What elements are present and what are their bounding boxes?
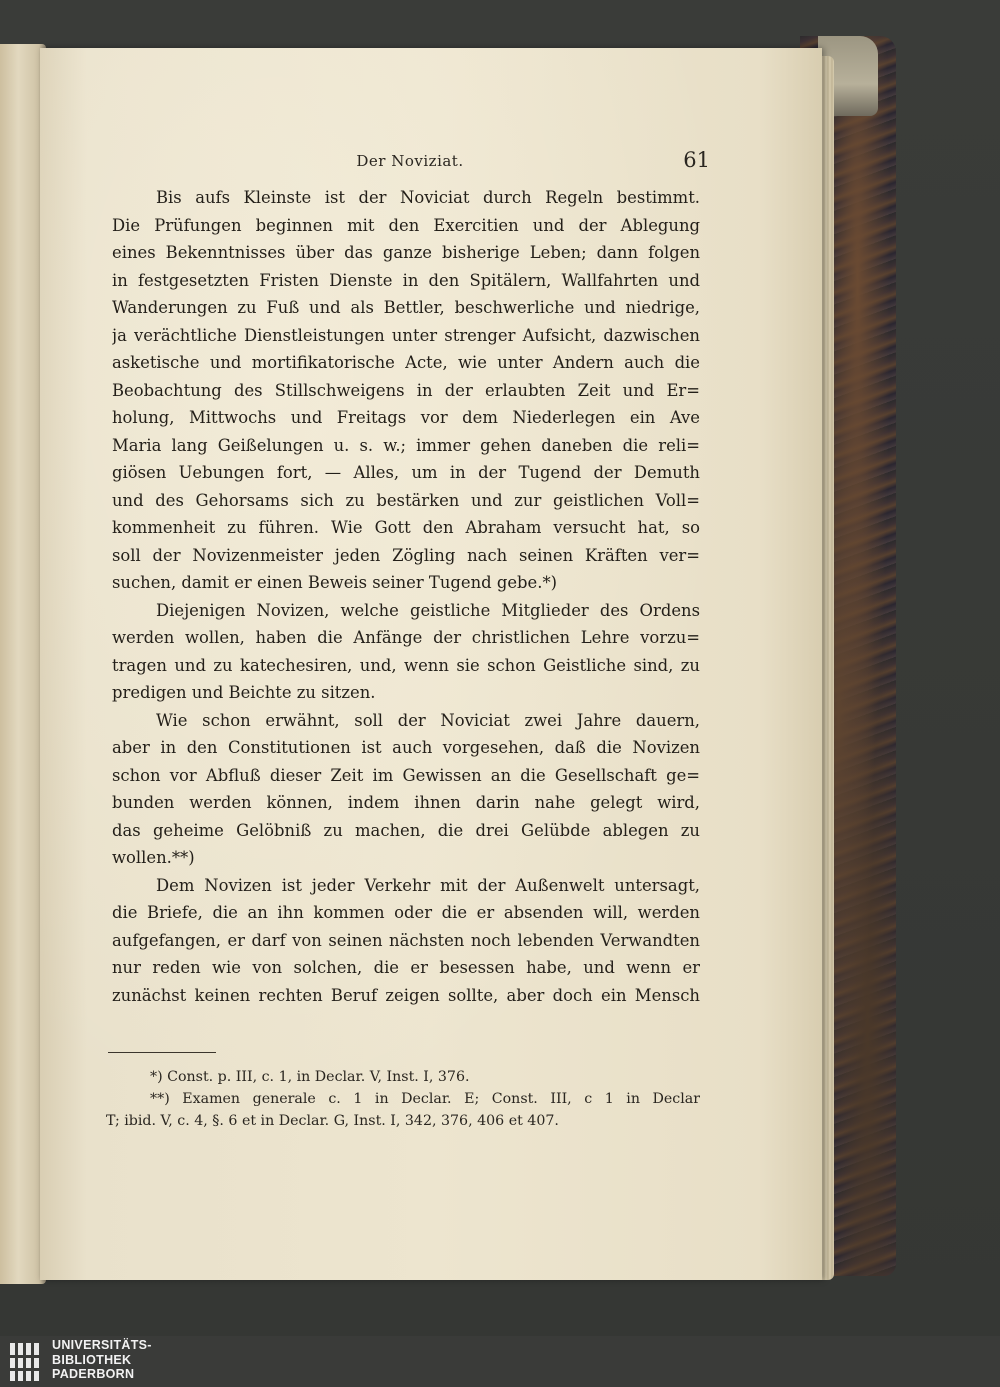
text-line: asketische und mortifikatorische Acte, wie unter Andern auch die: [112, 353, 700, 372]
footnote-line: **) Examen generale c. 1 in Declar. E; Const. III, c 1 in Declar: [150, 1091, 700, 1107]
text-line: kommenheit zu führen. Wie Gott den Abraham versucht hat, so: [112, 518, 700, 537]
library-name-line-3: PADERBORN: [52, 1367, 135, 1381]
footer-bar: [0, 1336, 1000, 1387]
text-line: zunächst keinen rechten Beruf zeigen sollte, aber doch ein Mensch: [112, 985, 700, 1005]
text-line: aufgefangen, er darf von seinen nächsten noch lebenden Verwandten: [112, 930, 700, 950]
text-line: holung, Mittwochs und Freitags vor dem Niederlegen ein Ave: [112, 408, 700, 427]
running-title: Der Noviziat.: [356, 152, 464, 170]
text-line: bunden werden können, indem ihnen darin nahe gelegt wird,: [112, 793, 700, 812]
text-line: Diejenigen Novizen, welche geistliche Mitglieder des Ordens: [156, 600, 700, 620]
footnote-rule: [108, 1052, 216, 1053]
text-line: tragen und zu katechesiren, und, wenn sie schon Geistliche sind, zu: [112, 655, 700, 675]
body-text: [112, 184, 700, 1009]
text-line: suchen, damit er einen Beweis seiner Tugend gebe.*): [112, 573, 558, 592]
text-line: Beobachtung des Stillschweigens in der erlaubten Zeit und Er=: [112, 380, 700, 400]
library-name-line-1: UNIVERSITÄTS-: [52, 1338, 152, 1352]
footnote-line: *) Const. p. III, c. 1, in Declar. V, Inst. I, 376.: [150, 1069, 470, 1085]
page-number: 61: [683, 148, 710, 172]
footnotes: [106, 1066, 700, 1132]
text-line: Wie schon erwähnt, soll der Noviciat zwei Jahre dauern,: [156, 710, 700, 730]
text-line: predigen und Beichte zu sitzen.: [112, 683, 376, 702]
text-line: aber in den Constitutionen ist auch vorgesehen, daß die Novizen: [112, 738, 700, 757]
library-name-line-2: BIBLIOTHEK: [52, 1352, 132, 1367]
text-line: Wanderungen zu Fuß und als Bettler, beschwerliche und niedrige,: [112, 298, 700, 317]
text-line: nur reden wie von solchen, die er besessen habe, und wenn er: [112, 958, 700, 977]
library-logo-icon: [8, 1341, 46, 1383]
text-line: das geheime Gelöbniß zu machen, die drei Gelübde ablegen zu: [112, 820, 700, 840]
text-line: und des Gehorsams sich zu bestärken und zur geistlichen Voll=: [112, 490, 700, 510]
text-line: Dem Novizen ist jeder Verkehr mit der Außenwelt untersagt,: [156, 875, 700, 895]
text-line: wollen.**): [112, 848, 195, 867]
running-head: [40, 148, 822, 176]
text-line: Die Prüfungen beginnen mit den Exercitien und der Ablegung: [112, 215, 700, 235]
library-name: [52, 1338, 212, 1382]
text-line: werden wollen, haben die Anfänge der christlichen Lehre vorzu=: [112, 628, 700, 647]
text-line: schon vor Abfluß dieser Zeit im Gewissen an die Gesellschaft ge=: [112, 765, 700, 785]
text-line: Maria lang Geißelungen u. s. w.; immer gehen daneben die reli=: [112, 435, 700, 455]
text-line: ja verächtliche Dienstleistungen unter strenger Aufsicht, dazwischen: [112, 325, 700, 345]
text-line: in festgesetzten Fristen Dienste in den Spitälern, Wallfahrten und: [112, 270, 700, 290]
text-line: Bis aufs Kleinste ist der Noviciat durch Regeln bestimmt.: [156, 188, 700, 207]
text-line: soll der Novizenmeister jeden Zögling nach seinen Kräften ver=: [112, 545, 700, 565]
text-line: eines Bekenntnisses über das ganze bisherige Leben; dann folgen: [112, 243, 700, 262]
text-line: die Briefe, die an ihn kommen oder die er absenden will, werden: [112, 903, 700, 922]
book-page: [40, 48, 822, 1280]
footnote-line: T; ibid. V, c. 4, §. 6 et in Declar. G, Inst. I, 342, 376, 406 et 407.: [106, 1113, 559, 1129]
text-line: giösen Uebungen fort, — Alles, um in der Tugend der Demuth: [112, 463, 700, 482]
